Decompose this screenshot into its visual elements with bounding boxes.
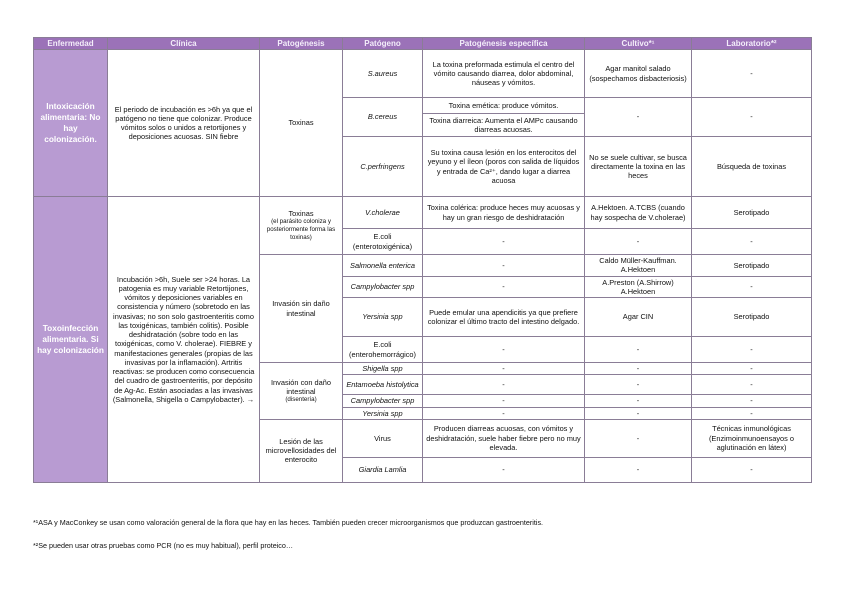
footnote-2: *²Se pueden usar otras pruebas como PCR (no es muy habitual), perfil proteico… (33, 541, 294, 550)
cultivo-cell: - (585, 375, 692, 395)
laboratorio-cell: - (692, 50, 812, 98)
patogeno-cell: Salmonella enterica (343, 255, 423, 277)
patogeno-cell: Yersinia spp (343, 407, 423, 419)
enfermedad-toxoinfeccion: Toxoinfección alimentaria. Si hay colonización (34, 197, 108, 483)
patogeno-cell: Yersinia spp (343, 298, 423, 337)
header-cultivo: Cultivo*¹ (585, 38, 692, 50)
cultivo-cell: - (585, 419, 692, 457)
especifica-cell: Su toxina causa lesión en los enterocitos del yeyuno y el íleon (poros con salida de líquidos y entrada de Ca²⁺, dando lugar a diarrea acuosa (423, 137, 585, 197)
clinica-toxoinfeccion: Incubación >6h, Suele ser >24 horas. La patogenia es muy variable Retortijones, vómitos y deposiciones variables en consistencia y número (sobretodo en las invasivas; no son solo gastroenteritis como las toxigénicas, también colitis). Posible deshidratación (sobre todo en las toxigénicas, como V. cholerae). FIEBRE y manifestaciones generales (propias de las invasivas por la inflamación). Artritis reactivas: se producen como consecuencia del cuadro de gastroenteritis, por depósito de Ag-Ac. Están asociadas a las invasivas (Salmonella, Shigella o Campylobacter). → (108, 197, 260, 483)
cultivo-cell: No se suele cultivar, se busca directamente la toxina en las heces (585, 137, 692, 197)
laboratorio-cell: - (692, 98, 812, 137)
header-enfermedad: Enfermedad (34, 38, 108, 50)
cultivo-cell: - (585, 98, 692, 137)
laboratorio-cell: - (692, 276, 812, 298)
table-row (34, 50, 812, 98)
especifica-cell: - (423, 276, 585, 298)
especifica-cell: Toxina colérica: produce heces muy acuosas y hay un gran riesgo de deshidratación (423, 197, 585, 229)
especifica-cell: - (423, 255, 585, 277)
laboratorio-cell: - (692, 407, 812, 419)
especifica-cell: - (423, 457, 585, 482)
cultivo-cell: - (585, 457, 692, 482)
patogeno-cell: Campylobacter spp (343, 395, 423, 407)
laboratorio-cell: Técnicas inmunológicas (Enzimoinmunoensayos o aglutinación en látex) (692, 419, 812, 457)
especifica-cell: - (423, 395, 585, 407)
pathogen-table (33, 37, 812, 483)
cultivo-cell: Caldo Müller-Kauffman. A.Hektoen (585, 255, 692, 277)
header-patogeno: Patógeno (343, 38, 423, 50)
enfermedad-intoxicacion: Intoxicación alimentaria: No hay colonización. (34, 50, 108, 197)
cultivo-cell: Agar CIN (585, 298, 692, 337)
patogeno-cell: Virus (343, 419, 423, 457)
laboratorio-cell: Serotipado (692, 298, 812, 337)
header-patogenesis: Patogénesis (260, 38, 343, 50)
laboratorio-cell: - (692, 363, 812, 375)
especifica-cell: - (423, 229, 585, 255)
patogeno-cell: E.coli (enterotoxigénica) (343, 229, 423, 255)
patogeno-cell: S.aureus (343, 50, 423, 98)
patogeno-cell: Campylobacter spp (343, 276, 423, 298)
patogeno-cell: Giardia Lamlia (343, 457, 423, 482)
especifica-cell: Toxina diarreica: Aumenta el AMPc causando diarreas acuosas. (423, 114, 585, 137)
cultivo-cell: A.Hektoen. A.TCBS (cuando hay sospecha de V.cholerae) (585, 197, 692, 229)
header-laboratorio: Laboratorio*² (692, 38, 812, 50)
patogeno-cell: B.cereus (343, 98, 423, 137)
patogenesis-toxinas: Toxinas (260, 50, 343, 197)
patogenesis-invasion-dano-note: (disentería) (285, 396, 317, 404)
especifica-cell: - (423, 363, 585, 375)
patogeno-cell: Entamoeba histolytica (343, 375, 423, 395)
cultivo-cell: - (585, 395, 692, 407)
cultivo-cell: - (585, 363, 692, 375)
patogenesis-lesion: Lesión de las microvellosidades del enterocito (260, 419, 343, 482)
header-patogenesis-especifica: Patogénesis específica (423, 38, 585, 50)
laboratorio-cell: - (692, 229, 812, 255)
especifica-cell: Toxina emética: produce vómitos. (423, 98, 585, 114)
cultivo-cell: - (585, 229, 692, 255)
patogenesis-toxinas-cell (260, 197, 343, 255)
patogenesis-toxinas-note: (el parásito coloniza y posteriormente forma las toxinas) (266, 218, 336, 242)
laboratorio-cell: - (692, 395, 812, 407)
especifica-cell: La toxina preformada estimula el centro del vómito causando diarrea, dolor abdominal, náuseas y vómitos. (423, 50, 585, 98)
clinica-intoxicacion: El periodo de incubación es >6h ya que el patógeno no tiene que colonizar. Produce vómitos solos o unidos a retortijones y deposiciones acuosas. SIN fiebre (108, 50, 260, 197)
especifica-cell: - (423, 375, 585, 395)
especifica-cell: Puede emular una apendicitis ya que prefiere colonizar el último tracto del intestino delgado. (423, 298, 585, 337)
laboratorio-cell: Serotipado (692, 197, 812, 229)
cultivo-cell: A.Preston (A.Shirrow) A.Hektoen (585, 276, 692, 298)
laboratorio-cell: Búsqueda de toxinas (692, 137, 812, 197)
patogenesis-invasion-dano-label: Invasión con daño intestinal (271, 377, 331, 396)
cultivo-cell: Agar manitol salado (sospechamos disbacteriosis) (585, 50, 692, 98)
footnote-1: *¹ASA y MacConkey se usan como valoración general de la flora que hay en las heces. También pueden crecer microorganismos que produzcan gastroenteritis. (33, 518, 544, 527)
patogeno-cell: Shigella spp (343, 363, 423, 375)
patogeno-cell: V.cholerae (343, 197, 423, 229)
header-clinica: Clínica (108, 38, 260, 50)
especifica-cell: Producen diarreas acuosas, con vómitos y deshidratación, suele haber fiebre pero no muy elevada. (423, 419, 585, 457)
patogeno-cell: E.coli (enterohemorrágico) (343, 337, 423, 363)
especifica-cell: - (423, 407, 585, 419)
laboratorio-cell: - (692, 375, 812, 395)
patogenesis-invasion-dano-cell (260, 363, 343, 420)
patogenesis-invasion: Invasión sin daño intestinal (260, 255, 343, 363)
patogenesis-toxinas-label: Toxinas (288, 208, 314, 218)
laboratorio-cell: - (692, 337, 812, 363)
patogeno-cell: C.perfringens (343, 137, 423, 197)
header-row (34, 38, 812, 50)
especifica-cell: - (423, 337, 585, 363)
laboratorio-cell: - (692, 457, 812, 482)
cultivo-cell: - (585, 407, 692, 419)
table-row (34, 197, 812, 229)
laboratorio-cell: Serotipado (692, 255, 812, 277)
cultivo-cell: - (585, 337, 692, 363)
